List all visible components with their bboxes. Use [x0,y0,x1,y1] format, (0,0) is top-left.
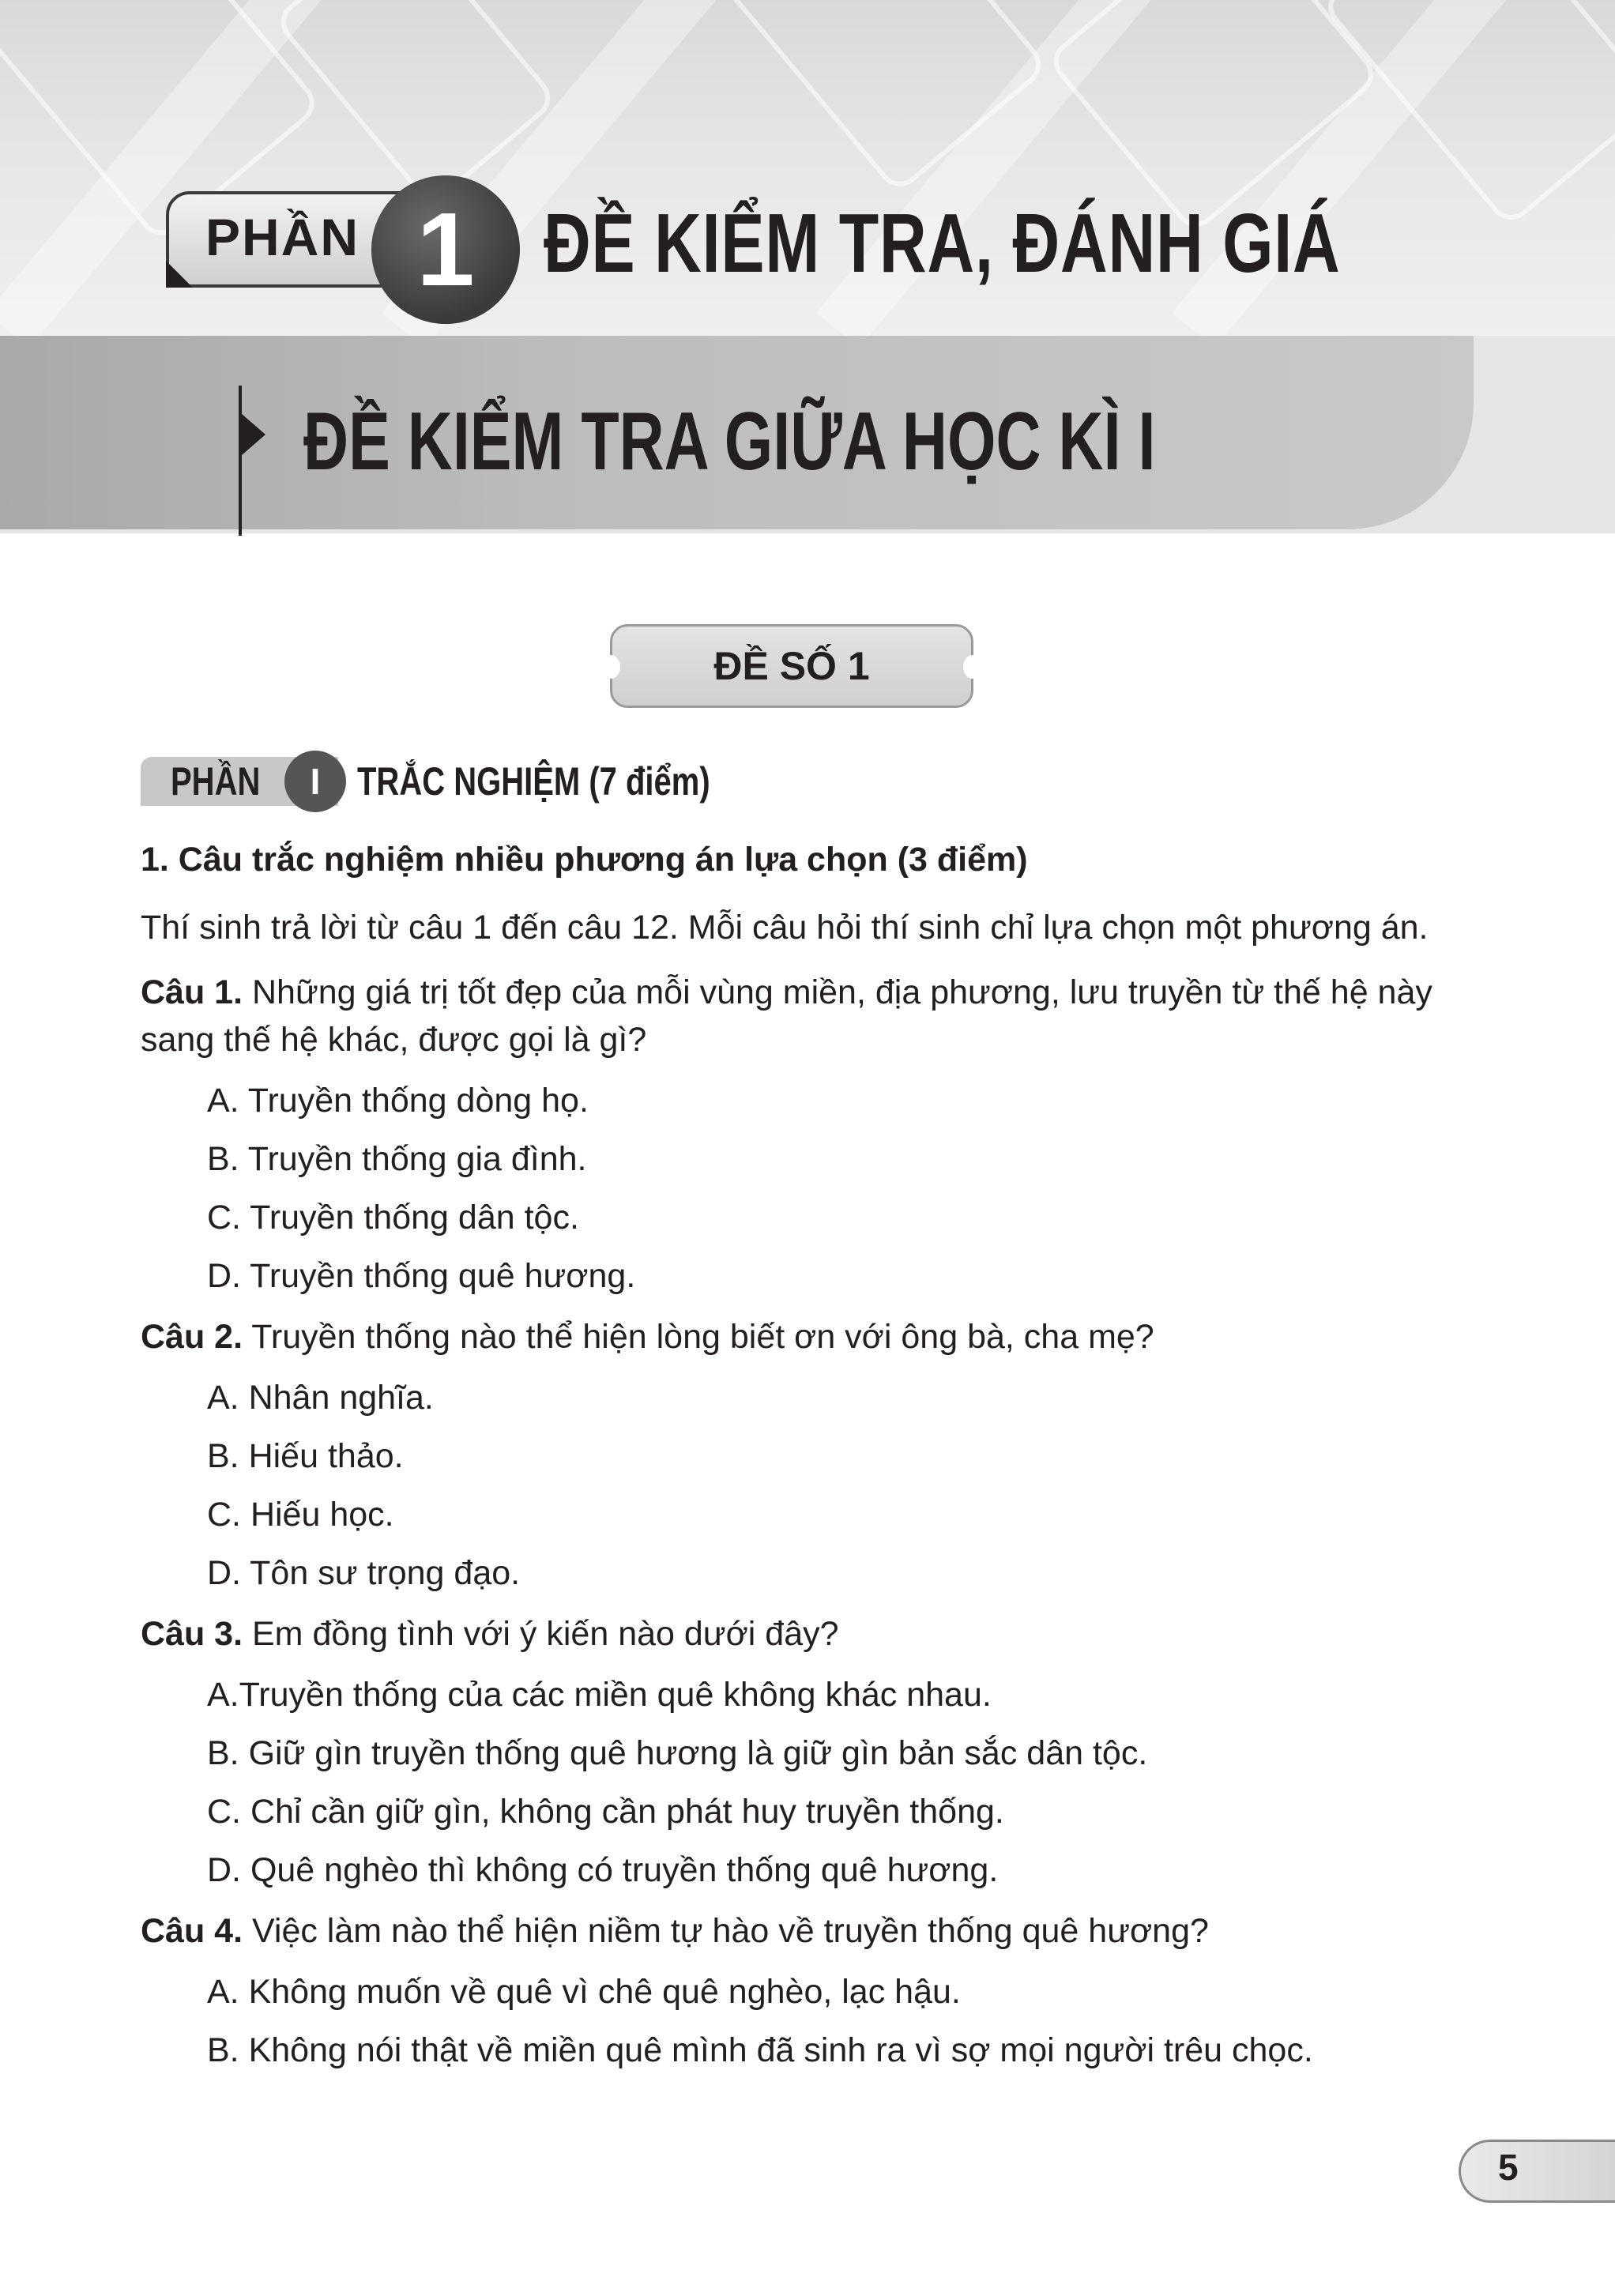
section-heading: 1. Câu trắc nghiệm nhiều phương án lựa chọn (3 điểm) [141,841,1028,879]
option: B. Giữ gìn truyền thống quê hương là giữ gìn bản sắc dân tộc. [207,1734,1148,1772]
page-title: ĐỀ KIỂM TRA, ĐÁNH GIÁ [544,197,1341,290]
arrow-marker-icon [242,414,265,455]
question-number: Câu 2. [141,1318,243,1356]
part-label: PHẦN [205,208,360,266]
question-3-options [207,1666,1484,1899]
question-text: Truyền thống nào thể hiện lòng biết ơn với ông bà, cha mẹ? [243,1318,1154,1356]
exam-content [141,836,1484,2087]
question-1 [141,969,1484,1063]
option: A.Truyền thống của các miền quê không khác nhau. [207,1676,992,1714]
exam-title-badge [610,624,973,708]
question-1-options [207,1071,1484,1305]
option: A. Không muốn về quê vì chê quê nghèo, lạc hậu. [207,1973,961,2011]
option: D. Quê nghèo thì không có truyền thống quê hương. [207,1851,999,1889]
option: C. Chỉ cần giữ gìn, không cần phát huy truyền thống. [207,1793,1004,1831]
section-title: ĐỀ KIỂM TRA GIỮA HỌC KÌ I [303,396,1156,487]
question-number: Câu 1. [141,973,243,1011]
option: B. Không nói thật về miền quê mình đã sinh ra vì sợ mọi người trêu chọc. [207,2031,1313,2069]
part-number-badge: 1 [371,175,520,324]
part-i-label: PHẦN [171,759,261,804]
option: D. Tôn sư trọng đạo. [207,1554,521,1592]
question-text: Em đồng tình với ý kiến nào dưới đây? [243,1615,839,1653]
question-3 [141,1610,1484,1658]
page-number: 5 [1498,2147,1519,2188]
part-i-number-badge: I [284,751,346,812]
option: A. Truyền thống dòng họ. [207,1082,589,1120]
option: D. Truyền thống quê hương. [207,1257,636,1295]
question-text: Những giá trị tốt đẹp của mỗi vùng miền, địa phương, lưu truyền từ thế hệ này sang thế hệ khác, được gọi là gì? [141,973,1432,1059]
question-4 [141,1907,1484,1955]
question-2 [141,1313,1484,1361]
option: C. Hiếu học. [207,1496,394,1534]
question-text: Việc làm nào thể hiện niềm tự hào về truyền thống quê hương? [243,1912,1209,1950]
question-number: Câu 3. [141,1615,243,1653]
page-number-tab [1459,2140,1615,2203]
question-2-options [207,1368,1484,1602]
option: B. Hiếu thảo. [207,1437,404,1475]
part-i-title: TRẮC NGHIỆM (7 điểm) [357,759,710,804]
option: B. Truyền thống gia đình. [207,1140,587,1178]
exam-title: ĐỀ SỐ 1 [713,644,870,688]
option: A. Nhân nghĩa. [207,1379,434,1417]
instruction-text: Thí sinh trả lời từ câu 1 đến câu 12. Mỗi câu hỏi thí sinh chỉ lựa chọn một phương án. [141,909,1429,947]
question-4-options [207,1963,1484,2080]
question-number: Câu 4. [141,1912,243,1950]
option: C. Truyền thống dân tộc. [207,1199,579,1236]
divider-line [239,386,242,536]
